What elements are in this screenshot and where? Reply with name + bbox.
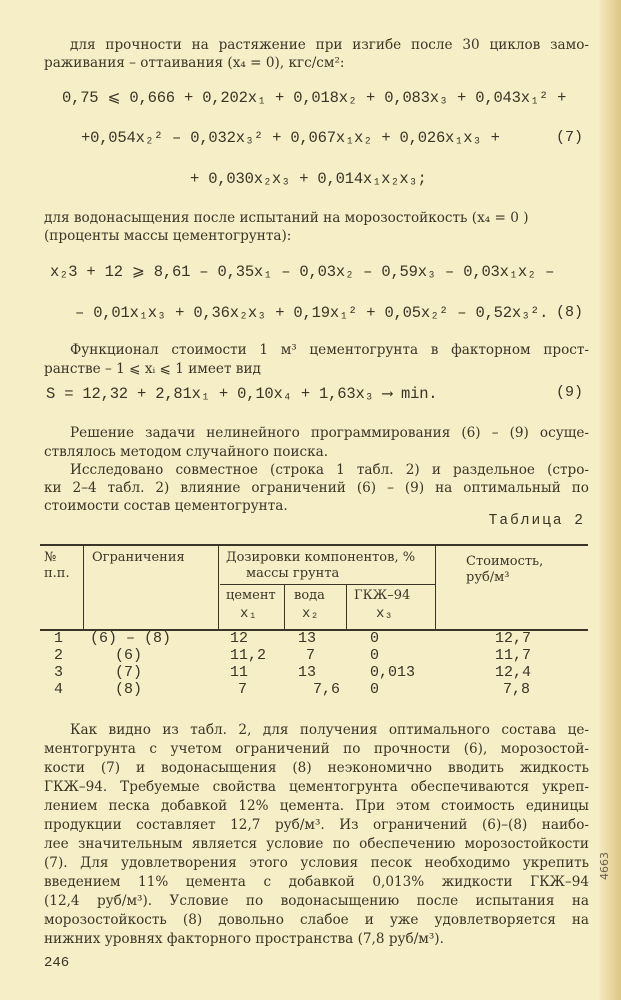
header-cement: цемент [226, 588, 276, 603]
solution-line-2: ствлялось методом случайного поиска. [44, 444, 329, 460]
row-cost: 7,8 [503, 681, 531, 698]
row-x3: 0 [370, 647, 380, 664]
conclusion-line-11: морозостойкость (8) довольно слабое и уже удовлетворяется на [44, 912, 589, 928]
row-num: 3 [54, 664, 64, 681]
intro-line-2: раживания – оттаивания (x₄ = 0), кгс/см²: [44, 55, 345, 71]
page-number: 246 [44, 955, 70, 971]
equation-7-line-3: + 0,030x₂x₃ + 0,014x₁x₂x₃; [190, 170, 427, 188]
header-num-2: п.п. [44, 566, 70, 581]
conclusion-line-6: продукции составляет 12,7 руб/м³. Из ограничений (6)–(8) наибо- [44, 817, 589, 833]
solution-line-1: Решение задачи нелинейного программирования (6) – (9) осуще- [70, 425, 589, 441]
row-num: 1 [54, 630, 64, 647]
equation-8-number: (8) [555, 304, 583, 321]
conclusion-line-1: Как видно из табл. 2, для получения оптимального состава це- [70, 722, 589, 738]
row-cost: 11,7 [495, 647, 532, 664]
page-edge-shadow [599, 0, 621, 1000]
equation-9-number: (9) [555, 384, 583, 401]
conclusion-line-5: лением песка добавкой 12% цемента. При этом стоимость единицы [44, 798, 589, 814]
header-num: № [44, 550, 57, 565]
header-water-var: x₂ [302, 606, 319, 622]
table-caption: Таблица 2 [488, 513, 585, 529]
row-x1: 11 [230, 664, 249, 681]
conclusion-line-7: лее значительным является условие по обеспечению морозостойкости [44, 836, 589, 852]
water-line-1: для водонасыщения после испытаний на морозостойкость (x₄ = 0 ) [44, 210, 529, 226]
research-line-1: Исследовано совместное (строка 1 табл. 2) и раздельное (стро- [70, 462, 589, 478]
equation-7-line-2: +0,054x₂² – 0,032x₃² + 0,067x₁x₂ + 0,026x₁x₃ + [81, 129, 500, 147]
header-gkzh: ГКЖ–94 [354, 588, 411, 603]
water-line-2: (проценты массы цементогрунта): [44, 228, 292, 244]
research-line-2: ки 2–4 табл. 2) влияние ограничений (6) – (9) на оптимальный по [44, 480, 589, 496]
conclusion-line-4: ГКЖ–94. Требуемые свойства цементогрунта обеспечиваются укреп- [44, 779, 589, 795]
row-num: 2 [54, 647, 64, 664]
intro-line-1: для прочности на растяжение при изгибе после 30 циклов замо- [70, 37, 589, 53]
row-x3: 0 [370, 681, 380, 698]
header-constraints: Ограничения [92, 550, 185, 565]
row-constraint: (6) [115, 647, 143, 664]
conclusion-line-9: введением 11% цемента с добавкой 0,013% жидкости ГКЖ–94 [44, 874, 589, 890]
row-x3: 0,013 [370, 664, 416, 681]
header-water: вода [294, 588, 325, 603]
row-num: 4 [54, 681, 64, 698]
row-x1: 12 [230, 630, 249, 647]
header-cost-2: руб/м³ [466, 570, 510, 585]
header-dosage-2: массы грунта [246, 566, 340, 581]
archive-stamp: 4663 [598, 852, 611, 880]
row-constraint: (7) [115, 664, 143, 681]
equation-8-line-1: x₂3 + 12 ⩾ 8,61 – 0,35x₁ – 0,03x₂ – 0,59x₃ – 0,03x₁x₂ – [50, 263, 555, 281]
conclusion-line-12: нижних уровнях факторного пространства (7,8 руб/м³). [44, 931, 444, 947]
conclusion-line-10: (12,4 руб/м³). Условие по водонасыщению после испытания на [44, 893, 589, 909]
row-x2: 13 [298, 664, 317, 681]
conclusion-line-2: ментогрунта с учетом ограничений по прочности (6), морозостой- [44, 741, 589, 757]
equation-8-line-2: – 0,01x₁x₃ + 0,36x₂x₃ + 0,19x₁² + 0,05x₂² – 0,52x₃². [75, 304, 549, 322]
row-x1: 11,2 [230, 647, 267, 664]
row-constraint: (8) [115, 681, 143, 698]
header-gkzh-var: x₃ [376, 606, 393, 622]
header-cost: Стоимость, [466, 554, 544, 569]
header-dosage: Дозировки компонентов, % [226, 550, 416, 565]
row-cost: 12,4 [495, 664, 532, 681]
equation-7-number: (7) [555, 129, 583, 146]
conclusion-line-3: кости (7) и водонасыщения (8) неэкономично вводить жидкость [44, 760, 589, 776]
equation-9: S = 12,32 + 2,81x₁ + 0,10x₄ + 1,63x₃ ⟶ min. [46, 385, 438, 403]
research-line-3: стоимости состав цементогрунта. [44, 498, 288, 514]
row-x3: 0 [370, 630, 380, 647]
row-x2: 7,6 [313, 681, 341, 698]
row-x2: 7 [306, 647, 316, 664]
row-cost: 12,7 [495, 630, 532, 647]
cost-line-1: Функционал стоимости 1 м³ цементогрунта в факторном прост- [70, 342, 589, 358]
cost-line-2: ранстве – 1 ⩽ xᵢ ⩽ 1 имеет вид [44, 361, 261, 377]
header-cement-var: x₁ [240, 606, 257, 622]
equation-7-line-1: 0,75 ⩽ 0,666 + 0,202x₁ + 0,018x₂ + 0,083x₃ + 0,043x₁² + [62, 89, 567, 107]
row-constraint: (6) – (8) [90, 630, 172, 647]
row-x1: 7 [238, 681, 248, 698]
conclusion-line-8: (7). Для удовлетворения этого условия песок необходимо укрепить [44, 855, 589, 871]
row-x2: 13 [298, 630, 317, 647]
